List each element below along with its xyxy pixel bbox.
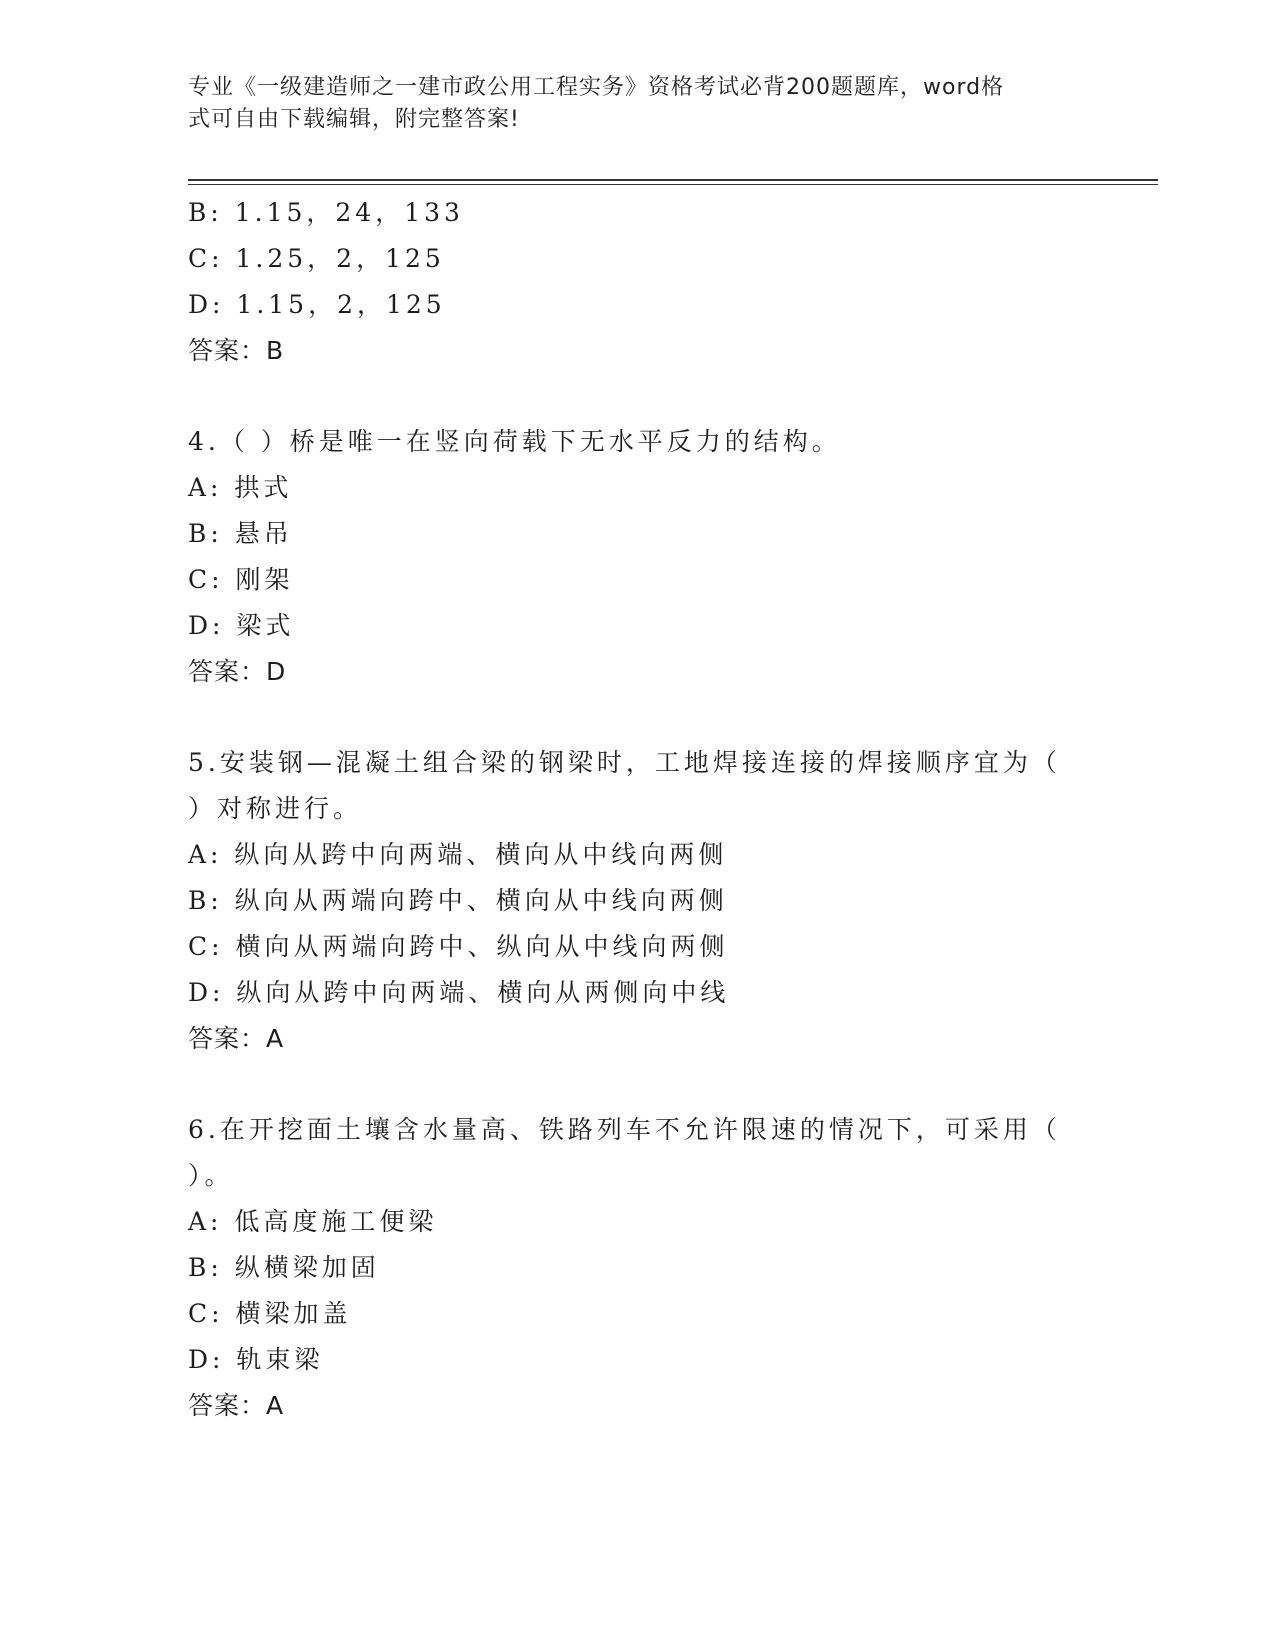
question-block-5	[188, 740, 1088, 1062]
option-c: C: 横梁加盖	[188, 1299, 352, 1328]
answer-line: 答案：D	[188, 657, 287, 686]
header-divider	[188, 179, 1158, 181]
option-a: A: 纵向从跨中向两端、横向从中线向两侧	[188, 840, 728, 869]
option-d: D: 1.15，2，125	[188, 290, 446, 319]
option-a: A: 低高度施工便梁	[188, 1207, 438, 1236]
header-line-1: 专业《一级建造师之一建市政公用工程实务》资格考试必背200题题库，word格	[188, 75, 1005, 100]
option-b: B: 纵向从两端向跨中、横向从中线向两侧	[188, 886, 728, 915]
question-block-3-continued	[188, 190, 1088, 374]
option-c: C: 刚架	[188, 565, 294, 594]
question-stem-continued: ）。	[188, 1161, 234, 1190]
header-divider-thin	[188, 184, 1158, 185]
option-d: D: 梁式	[188, 611, 295, 640]
option-c: C: 横向从两端向跨中、纵向从中线向两侧	[188, 932, 729, 961]
header-line-2: 式可自由下载编辑，附完整答案!	[188, 107, 520, 132]
option-c: C: 1.25，2，125	[188, 244, 445, 273]
option-b: B: 1.15，24，133	[188, 198, 464, 227]
question-stem: 5.安装钢—混凝土组合梁的钢梁时，工地焊接连接的焊接顺序宜为（	[188, 748, 1061, 777]
option-d: D: 纵向从跨中向两端、横向从两侧向中线	[188, 978, 730, 1007]
question-block-6	[188, 1107, 1088, 1429]
answer-line: 答案：A	[188, 1391, 285, 1420]
question-block-4	[188, 419, 1088, 695]
option-b: B: 悬吊	[188, 519, 293, 548]
answer-line: 答案：B	[188, 336, 285, 365]
question-stem: 6.在开挖面土壤含水量高、铁路列车不允许限速的情况下，可采用（	[188, 1115, 1061, 1144]
option-b: B: 纵横梁加固	[188, 1253, 380, 1282]
option-d: D: 轨束梁	[188, 1345, 324, 1374]
option-a: A: 拱式	[188, 473, 293, 502]
question-stem-continued: ）对称进行。	[188, 794, 363, 823]
question-content	[188, 190, 1088, 1429]
document-header	[188, 72, 1068, 136]
question-stem: 4.（ ）桥是唯一在竖向荷载下无水平反力的结构。	[188, 427, 841, 456]
answer-line: 答案：A	[188, 1024, 285, 1053]
